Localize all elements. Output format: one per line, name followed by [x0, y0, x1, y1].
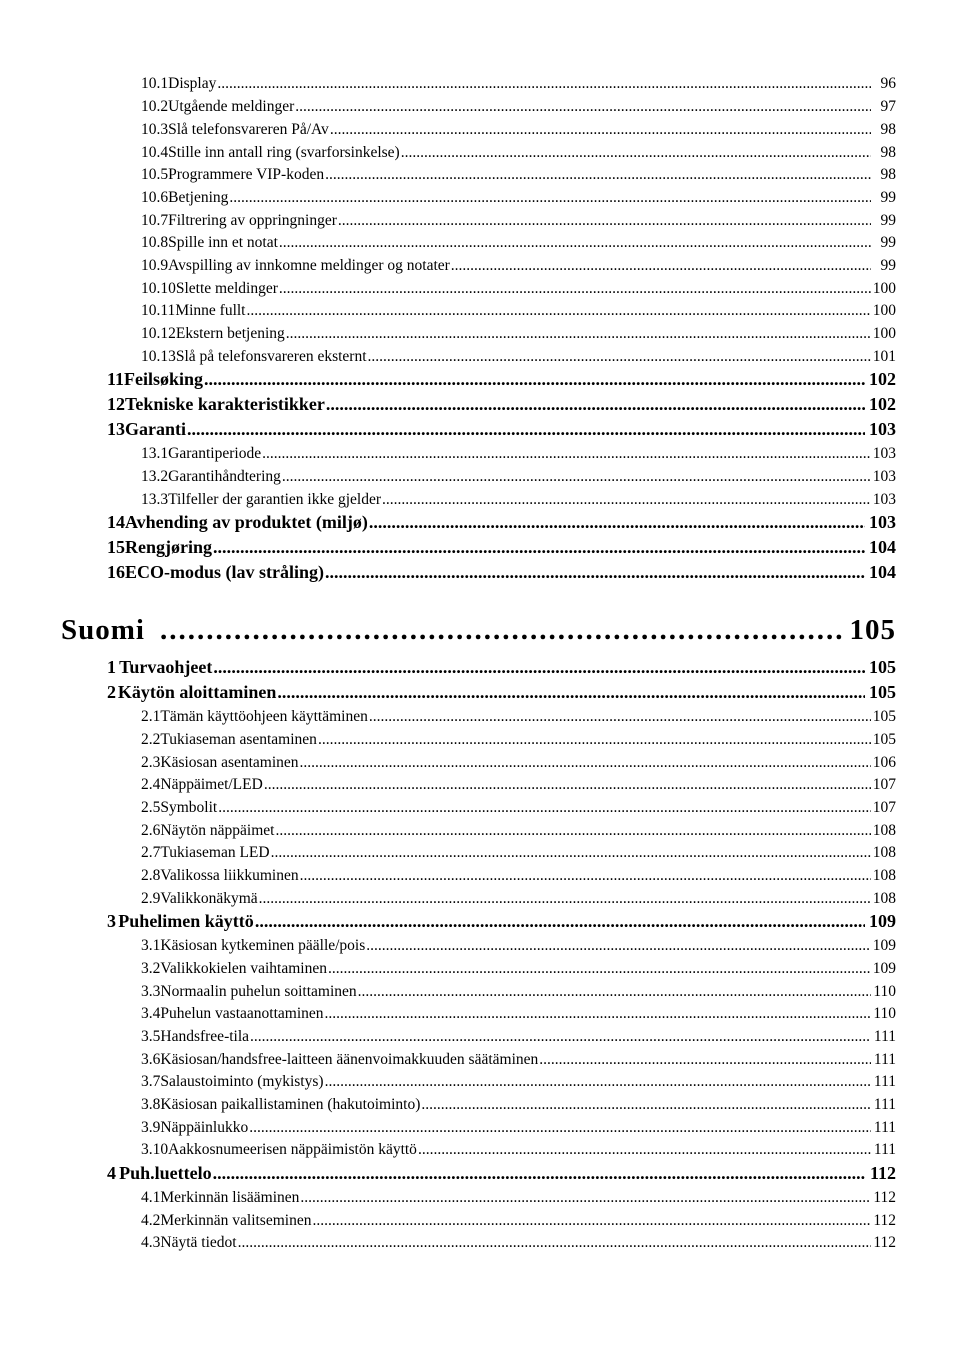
page-number: 108 — [872, 822, 896, 839]
entry-number: 2.2 — [141, 731, 161, 748]
toc-section-entry[interactable] — [141, 731, 896, 749]
page-number: 100 — [872, 302, 896, 319]
page-number: 104 — [869, 537, 896, 557]
page-number: 109 — [872, 937, 896, 954]
entry-title: Tämän käyttöohjeen käyttäminen — [160, 708, 368, 725]
page-number: 108 — [872, 867, 896, 884]
page-number: 105 — [869, 657, 896, 677]
dot-leader — [325, 166, 871, 184]
entry-number: 3.1 — [141, 937, 161, 954]
entry-number: 4.1 — [141, 1189, 161, 1206]
entry-title: Puh.luettelo — [119, 1163, 212, 1183]
entry-title: Näytä tiedot — [160, 1234, 237, 1251]
toc-section-entry[interactable] — [141, 1234, 896, 1252]
entry-number: 10.7 — [141, 212, 169, 229]
page-number: 100 — [872, 325, 896, 342]
entry-number: 2.1 — [141, 708, 161, 725]
entry-title: Tukiaseman LED — [160, 844, 270, 861]
dot-leader — [247, 302, 872, 320]
dot-leader — [382, 491, 871, 509]
dot-leader — [275, 822, 871, 840]
entry-title: Tekniske karakteristikker — [125, 394, 325, 414]
entry-title: Slå telefonsvareren På/Av — [168, 121, 329, 138]
entry-title: Puhelimen käyttö — [118, 911, 254, 931]
page-number: 103 — [869, 512, 896, 532]
toc-section-entry[interactable] — [141, 75, 896, 93]
entry-title: Näppäinlukko — [160, 1119, 249, 1136]
dot-leader — [259, 890, 871, 908]
entry-number: 10.12 — [141, 325, 176, 342]
entry-number: 13.3 — [141, 491, 169, 508]
toc-section-entry[interactable] — [141, 98, 896, 116]
entry-number: 3.3 — [141, 983, 161, 1000]
entry-number: 1 — [107, 657, 116, 677]
entry-number: 4.3 — [141, 1234, 161, 1251]
toc-section-entry[interactable] — [141, 166, 896, 184]
toc-chapter-entry[interactable] — [107, 562, 896, 583]
entry-title: Merkinnän valitseminen — [160, 1212, 312, 1229]
dot-leader — [262, 445, 871, 463]
entry-title: Normaalin puhelun soittaminen — [160, 983, 357, 1000]
dot-leader — [271, 844, 871, 862]
entry-number: 2.3 — [141, 754, 161, 771]
dot-leader — [368, 348, 871, 366]
dot-leader — [213, 537, 865, 558]
entry-number: 3.6 — [141, 1051, 161, 1068]
entry-number: 3.8 — [141, 1096, 161, 1113]
entry-number: 3.5 — [141, 1028, 161, 1045]
entry-title: Garanti — [125, 419, 186, 439]
dot-leader — [295, 98, 871, 116]
entry-title: Symbolit — [160, 799, 218, 816]
toc-section-entry[interactable] — [141, 1189, 896, 1207]
page-number: 107 — [872, 799, 896, 816]
entry-number: 10.8 — [141, 234, 169, 251]
dot-leader — [238, 1234, 871, 1252]
dot-leader — [286, 325, 871, 343]
dot-leader — [229, 189, 871, 207]
entry-title: Valikkokielen vaihtaminen — [160, 960, 327, 977]
page-number: 112 — [873, 1234, 896, 1251]
entry-number: 2.4 — [141, 776, 161, 793]
dot-leader — [325, 1005, 871, 1023]
page-number: 109 — [869, 911, 896, 931]
entry-title: Slå på telefonsvareren eksternt — [175, 348, 367, 365]
entry-number: 10.13 — [141, 348, 176, 365]
entry-title: Stille inn antall ring (svarforsinkelse) — [168, 144, 400, 161]
toc-section-entry[interactable] — [141, 867, 896, 885]
dot-leader — [217, 75, 871, 93]
toc-section-entry[interactable] — [141, 1119, 896, 1137]
toc-section-entry[interactable] — [141, 491, 896, 509]
dot-leader — [328, 960, 871, 978]
entry-title: Käsiosan/handsfree-laitteen äänenvoimakkuuden säätäminen — [160, 1051, 539, 1068]
toc-section-entry[interactable] — [141, 799, 896, 817]
entry-number: 2.9 — [141, 890, 161, 907]
entry-number: 10.11 — [141, 302, 176, 319]
page-number: 111 — [873, 1073, 896, 1090]
toc-section-entry[interactable] — [141, 144, 896, 162]
page-number: 108 — [872, 844, 896, 861]
dot-leader — [279, 280, 871, 298]
entry-number: 10.1 — [141, 75, 169, 92]
dot-leader — [204, 369, 865, 390]
toc-section-entry[interactable] — [141, 445, 896, 463]
entry-number: 2.7 — [141, 844, 161, 861]
page-number: 103 — [872, 468, 896, 485]
entry-title: Suomi — [61, 614, 145, 646]
page-number: 97 — [880, 98, 896, 115]
dot-leader — [366, 937, 871, 955]
dot-leader — [325, 562, 865, 583]
dot-leader — [279, 234, 871, 252]
entry-title: Näppäimet/LED — [160, 776, 263, 793]
toc-section-entry[interactable] — [141, 754, 896, 772]
toc-section-entry[interactable] — [141, 890, 896, 908]
dot-leader — [539, 1051, 871, 1069]
entry-number: 15 — [107, 537, 125, 557]
entry-title: Tilfeller der garantien ikke gjelder — [168, 491, 382, 508]
entry-title: Avspilling av innkomne meldinger og notater — [168, 257, 450, 274]
dot-leader — [300, 1189, 871, 1207]
page-number: 101 — [872, 348, 896, 365]
entry-title: Näytön näppäimet — [160, 822, 275, 839]
entry-title: Käsiosan asentaminen — [160, 754, 299, 771]
entry-number: 16 — [107, 562, 125, 582]
entry-number: 10.4 — [141, 144, 169, 161]
page-number: 105 — [849, 614, 896, 646]
entry-title: Ekstern betjening — [175, 325, 285, 342]
toc-section-entry[interactable] — [141, 1051, 896, 1069]
page-number: 110 — [873, 983, 896, 1000]
toc-section-entry[interactable] — [141, 776, 896, 794]
toc-section-entry[interactable] — [141, 1073, 896, 1091]
entry-title: Garantiperiode — [168, 445, 262, 462]
entry-title: Display — [168, 75, 217, 92]
toc-chapter-entry[interactable] — [107, 394, 896, 415]
language-section-heading[interactable] — [61, 614, 896, 647]
dot-leader — [318, 731, 871, 749]
toc-section-entry[interactable] — [141, 348, 896, 366]
page-number: 99 — [880, 212, 896, 229]
entry-number: 3.2 — [141, 960, 161, 977]
entry-number: 13 — [107, 419, 125, 439]
toc-chapter-entry[interactable] — [107, 369, 896, 390]
entry-number: 2 — [107, 682, 116, 702]
dot-leader — [369, 512, 865, 533]
entry-number: 4.2 — [141, 1212, 161, 1229]
page-number: 105 — [869, 682, 896, 702]
toc-section-entry[interactable] — [141, 1141, 896, 1159]
entry-number: 2.8 — [141, 867, 161, 884]
dot-leader — [160, 614, 845, 647]
dot-leader — [401, 144, 871, 162]
entry-number: 10.9 — [141, 257, 169, 274]
page-number: 110 — [873, 1005, 896, 1022]
entry-title: Käsiosan paikallistaminen (hakutoiminto) — [160, 1096, 421, 1113]
dot-leader — [418, 1141, 871, 1159]
toc-chapter-entry[interactable] — [107, 512, 896, 533]
entry-title: Handsfree-tila — [160, 1028, 250, 1045]
entry-number: 3.9 — [141, 1119, 161, 1136]
entry-number: 10.6 — [141, 189, 169, 206]
dot-leader — [312, 1212, 871, 1230]
entry-title: Merkinnän lisääminen — [160, 1189, 300, 1206]
page-number: 99 — [880, 234, 896, 251]
page-number: 111 — [873, 1051, 896, 1068]
entry-title: Spille inn et notat — [168, 234, 278, 251]
page-number: 98 — [880, 121, 896, 138]
dot-leader — [213, 657, 865, 678]
entry-title: Salaustoiminto (mykistys) — [160, 1073, 324, 1090]
dot-leader — [300, 867, 871, 885]
entry-title: Puhelun vastaanottaminen — [160, 1005, 324, 1022]
entry-title: Filtrering av oppringninger — [168, 212, 337, 229]
toc-section-entry[interactable] — [141, 708, 896, 726]
dot-leader — [451, 257, 871, 275]
entry-number: 3 — [107, 911, 116, 931]
toc-section-entry[interactable] — [141, 325, 896, 343]
page-number: 102 — [869, 369, 896, 389]
page-number: 111 — [873, 1096, 896, 1113]
page-number: 100 — [872, 280, 896, 297]
page-number: 103 — [872, 445, 896, 462]
entry-number: 10.5 — [141, 166, 169, 183]
toc-section-entry[interactable] — [141, 1005, 896, 1023]
toc-section-entry[interactable] — [141, 121, 896, 139]
toc-section-entry[interactable] — [141, 1212, 896, 1230]
dot-leader — [358, 983, 871, 1001]
dot-leader — [255, 911, 865, 932]
toc-section-entry[interactable] — [141, 280, 896, 298]
entry-title: Betjening — [168, 189, 229, 206]
toc-section-entry[interactable] — [141, 212, 896, 230]
entry-number: 2.5 — [141, 799, 161, 816]
entry-title: Rengjøring — [125, 537, 212, 557]
dot-leader — [326, 394, 865, 415]
page-number: 112 — [869, 1163, 896, 1183]
toc-section-entry[interactable] — [141, 822, 896, 840]
entry-title: Garantihåndtering — [168, 468, 281, 485]
entry-title: Feilsøking — [124, 369, 204, 389]
dot-leader — [264, 776, 871, 794]
dot-leader — [300, 754, 871, 772]
entry-number: 11 — [107, 369, 125, 389]
entry-number: 4 — [107, 1163, 116, 1183]
entry-number: 10.3 — [141, 121, 169, 138]
page-number: 112 — [873, 1189, 896, 1206]
page-number: 98 — [880, 144, 896, 161]
toc-section-entry[interactable] — [141, 1096, 896, 1114]
entry-number: 13.1 — [141, 445, 169, 462]
entry-title: ECO-modus (lav stråling) — [125, 562, 325, 582]
toc-section-entry[interactable] — [141, 234, 896, 252]
page-number: 96 — [880, 75, 896, 92]
page-number: 103 — [872, 491, 896, 508]
dot-leader — [338, 212, 871, 230]
toc-section-entry[interactable] — [141, 983, 896, 1001]
page-number: 111 — [873, 1028, 896, 1045]
toc-section-entry[interactable] — [141, 960, 896, 978]
entry-number: 10.2 — [141, 98, 169, 115]
dot-leader — [249, 1119, 871, 1137]
entry-number: 14 — [107, 512, 125, 532]
toc-chapter-entry[interactable] — [107, 657, 896, 678]
dot-leader — [282, 468, 871, 486]
page-number: 99 — [880, 189, 896, 206]
dot-leader — [330, 121, 871, 139]
page-number: 105 — [872, 731, 896, 748]
entry-title: Utgående meldinger — [168, 98, 295, 115]
entry-title: Programmere VIP-koden — [168, 166, 325, 183]
toc-section-entry[interactable] — [141, 189, 896, 207]
page-number: 112 — [873, 1212, 896, 1229]
entry-title: Aakkosnumeerisen näppäimistön käyttö — [168, 1141, 417, 1158]
page-number: 106 — [872, 754, 896, 771]
toc-section-entry[interactable] — [141, 302, 896, 320]
toc-section-entry[interactable] — [141, 468, 896, 486]
page-number: 111 — [873, 1119, 896, 1136]
page-number: 108 — [872, 890, 896, 907]
toc-chapter-entry[interactable] — [107, 682, 896, 703]
page-number: 98 — [880, 166, 896, 183]
toc-chapter-entry[interactable] — [107, 1163, 896, 1184]
dot-leader — [218, 799, 871, 817]
dot-leader — [369, 708, 871, 726]
toc-section-entry[interactable] — [141, 257, 896, 275]
page-number: 111 — [873, 1141, 896, 1158]
toc-chapter-entry[interactable] — [107, 537, 896, 558]
dot-leader — [421, 1096, 871, 1114]
entry-title: Tukiaseman asentaminen — [160, 731, 317, 748]
entry-number: 12 — [107, 394, 125, 414]
entry-number: 2.6 — [141, 822, 161, 839]
entry-number: 13.2 — [141, 468, 169, 485]
page-number: 104 — [869, 562, 896, 582]
entry-title: Valikossa liikkuminen — [160, 867, 299, 884]
toc-section-entry[interactable] — [141, 937, 896, 955]
entry-title: Turvaohjeet — [119, 657, 213, 677]
entry-number: 3.7 — [141, 1073, 161, 1090]
entry-number: 3.10 — [141, 1141, 169, 1158]
entry-title: Käytön aloittaminen — [117, 682, 277, 702]
page-number: 102 — [869, 394, 896, 414]
entry-title: Käsiosan kytkeminen päälle/pois — [160, 937, 366, 954]
entry-number: 10.10 — [141, 280, 176, 297]
dot-leader — [325, 1073, 871, 1091]
toc-chapter-entry[interactable] — [107, 911, 896, 932]
page-number: 105 — [872, 708, 896, 725]
toc-section-entry[interactable] — [141, 1028, 896, 1046]
entry-title: Minne fullt — [175, 302, 246, 319]
toc-section-entry[interactable] — [141, 844, 896, 862]
entry-title: Avhending av produktet (miljø) — [125, 512, 368, 532]
page-number: 103 — [869, 419, 896, 439]
dot-leader — [213, 1163, 865, 1184]
dot-leader — [277, 682, 865, 703]
toc-chapter-entry[interactable] — [107, 419, 896, 440]
page-number: 109 — [872, 960, 896, 977]
page-number: 99 — [880, 257, 896, 274]
dot-leader — [250, 1028, 871, 1046]
dot-leader — [187, 419, 865, 440]
entry-number: 3.4 — [141, 1005, 161, 1022]
page-number: 107 — [872, 776, 896, 793]
entry-title: Slette meldinger — [175, 280, 278, 297]
entry-title: Valikkonäkymä — [160, 890, 258, 907]
